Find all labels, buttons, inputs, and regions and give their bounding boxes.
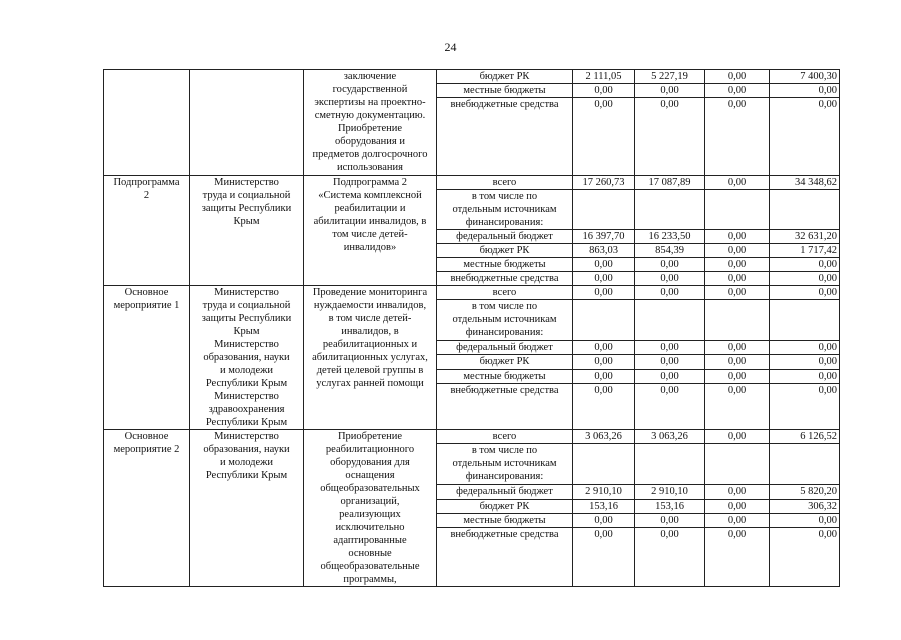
amount-value-cell: 0,00 [705,176,770,190]
table-row [104,286,840,300]
row-executor-cell [190,70,304,176]
funding-source-cell: бюджет РК [437,355,573,369]
funding-source-cell: в том числе по отдельным источникам финансирования: [437,444,573,485]
amount-value-cell: 0,00 [635,98,705,176]
row-kind-cell: Основное мероприятие 1 [104,286,190,430]
funding-source-cell: местные бюджеты [437,258,573,272]
row-kind-cell: Основное мероприятие 2 [104,430,190,587]
total-value-cell: 0,00 [770,369,840,383]
funding-source-cell: федеральный бюджет [437,230,573,244]
amount-value-cell: 0,00 [635,528,705,587]
funding-source-cell: в том числе по отдельным источникам финансирования: [437,300,573,341]
amount-value-cell: 17 260,73 [573,176,635,190]
row-executor-cell: Министерство труда и социальной защиты Республики Крым [190,176,304,286]
amount-value-cell: 153,16 [573,499,635,513]
budget-table [103,69,840,587]
amount-value-cell: 0,00 [705,341,770,355]
amount-value-cell: 3 063,26 [635,430,705,444]
amount-value-cell [635,300,705,341]
total-value-cell: 0,00 [770,258,840,272]
amount-value-cell: 0,00 [635,272,705,286]
row-executor-cell: Министерство образования, науки и молодежи Республики Крым [190,430,304,587]
row-description-cell: заключение государственной экспертизы на проектно- сметную документацию. Приобретение оборудования и предметов долгосрочного использования [304,70,437,176]
amount-value-cell: 863,03 [573,244,635,258]
amount-value-cell: 2 910,10 [573,485,635,499]
total-value-cell: 0,00 [770,355,840,369]
amount-value-cell [705,190,770,230]
amount-value-cell: 0,00 [705,84,770,98]
total-value-cell: 0,00 [770,341,840,355]
amount-value-cell: 0,00 [573,514,635,528]
row-kind-cell [104,70,190,176]
amount-value-cell: 3 063,26 [573,430,635,444]
row-executor-cell: Министерство труда и социальной защиты Республики Крым Министерство образования, науки и молодежи Республики Крым Министерство здравоохранения Республики Крым [190,286,304,430]
amount-value-cell: 0,00 [705,98,770,176]
amount-value-cell: 0,00 [705,230,770,244]
amount-value-cell: 0,00 [705,430,770,444]
amount-value-cell: 16 397,70 [573,230,635,244]
amount-value-cell: 0,00 [573,384,635,430]
amount-value-cell: 5 227,19 [635,70,705,84]
total-value-cell: 6 126,52 [770,430,840,444]
total-value-cell [770,444,840,485]
amount-value-cell [573,300,635,341]
funding-source-cell: внебюджетные средства [437,98,573,176]
table-row [104,430,840,444]
amount-value-cell: 0,00 [635,286,705,300]
amount-value-cell: 0,00 [705,272,770,286]
total-value-cell: 0,00 [770,286,840,300]
row-kind-cell: Подпрограмма 2 [104,176,190,286]
total-value-cell: 1 717,42 [770,244,840,258]
total-value-cell: 0,00 [770,384,840,430]
total-value-cell: 7 400,30 [770,70,840,84]
total-value-cell: 0,00 [770,514,840,528]
amount-value-cell: 0,00 [573,369,635,383]
amount-value-cell: 0,00 [573,355,635,369]
amount-value-cell: 2 111,05 [573,70,635,84]
amount-value-cell: 0,00 [705,258,770,272]
table-row [104,70,840,84]
funding-source-cell: бюджет РК [437,70,573,84]
total-value-cell: 0,00 [770,272,840,286]
amount-value-cell: 0,00 [705,528,770,587]
funding-source-cell: внебюджетные средства [437,384,573,430]
amount-value-cell: 0,00 [573,84,635,98]
amount-value-cell: 0,00 [573,528,635,587]
amount-value-cell [705,300,770,341]
total-value-cell [770,190,840,230]
page-number: 24 [444,40,457,54]
funding-source-cell: местные бюджеты [437,369,573,383]
total-value-cell: 0,00 [770,528,840,587]
row-description-cell: Подпрограмма 2 «Система комплексной реабилитации и абилитации инвалидов, в том числе детей- инвалидов» [304,176,437,286]
amount-value-cell [705,444,770,485]
amount-value-cell: 0,00 [635,258,705,272]
total-value-cell: 5 820,20 [770,485,840,499]
amount-value-cell: 0,00 [705,355,770,369]
amount-value-cell: 0,00 [635,355,705,369]
amount-value-cell: 0,00 [573,272,635,286]
funding-source-cell: в том числе по отдельным источникам финансирования: [437,190,573,230]
amount-value-cell: 16 233,50 [635,230,705,244]
amount-value-cell [573,190,635,230]
amount-value-cell: 153,16 [635,499,705,513]
funding-source-cell: внебюджетные средства [437,272,573,286]
funding-source-cell: всего [437,286,573,300]
amount-value-cell: 0,00 [705,286,770,300]
amount-value-cell [635,444,705,485]
amount-value-cell: 0,00 [573,258,635,272]
amount-value-cell [573,444,635,485]
total-value-cell: 0,00 [770,98,840,176]
amount-value-cell: 0,00 [705,485,770,499]
amount-value-cell: 0,00 [573,341,635,355]
amount-value-cell: 17 087,89 [635,176,705,190]
amount-value-cell: 0,00 [573,286,635,300]
funding-source-cell: федеральный бюджет [437,341,573,355]
row-description-cell: Приобретение реабилитационного оборудования для оснащения общеобразовательных организаций, реализующих исключительно адаптированные основные общеобразовательные программы, [304,430,437,587]
amount-value-cell: 2 910,10 [635,485,705,499]
total-value-cell: 306,32 [770,499,840,513]
budget-table-body [104,70,840,587]
amount-value-cell: 0,00 [573,98,635,176]
funding-source-cell: внебюджетные средства [437,528,573,587]
total-value-cell: 0,00 [770,84,840,98]
amount-value-cell: 0,00 [705,369,770,383]
funding-source-cell: федеральный бюджет [437,485,573,499]
amount-value-cell: 854,39 [635,244,705,258]
funding-source-cell: бюджет РК [437,499,573,513]
funding-source-cell: местные бюджеты [437,514,573,528]
amount-value-cell: 0,00 [635,384,705,430]
amount-value-cell: 0,00 [635,369,705,383]
amount-value-cell: 0,00 [635,341,705,355]
table-row [104,176,840,190]
amount-value-cell [635,190,705,230]
amount-value-cell: 0,00 [635,514,705,528]
funding-source-cell: всего [437,176,573,190]
funding-source-cell: всего [437,430,573,444]
amount-value-cell: 0,00 [705,70,770,84]
total-value-cell: 32 631,20 [770,230,840,244]
total-value-cell: 34 348,62 [770,176,840,190]
amount-value-cell: 0,00 [705,499,770,513]
amount-value-cell: 0,00 [635,84,705,98]
funding-source-cell: местные бюджеты [437,84,573,98]
amount-value-cell: 0,00 [705,244,770,258]
amount-value-cell: 0,00 [705,514,770,528]
funding-source-cell: бюджет РК [437,244,573,258]
amount-value-cell: 0,00 [705,384,770,430]
row-description-cell: Проведение мониторинга нуждаемости инвалидов, в том числе детей- инвалидов, в реабилитационных и абилитационных услугах, детей целевой группы в услугах ранней помощи [304,286,437,430]
total-value-cell [770,300,840,341]
